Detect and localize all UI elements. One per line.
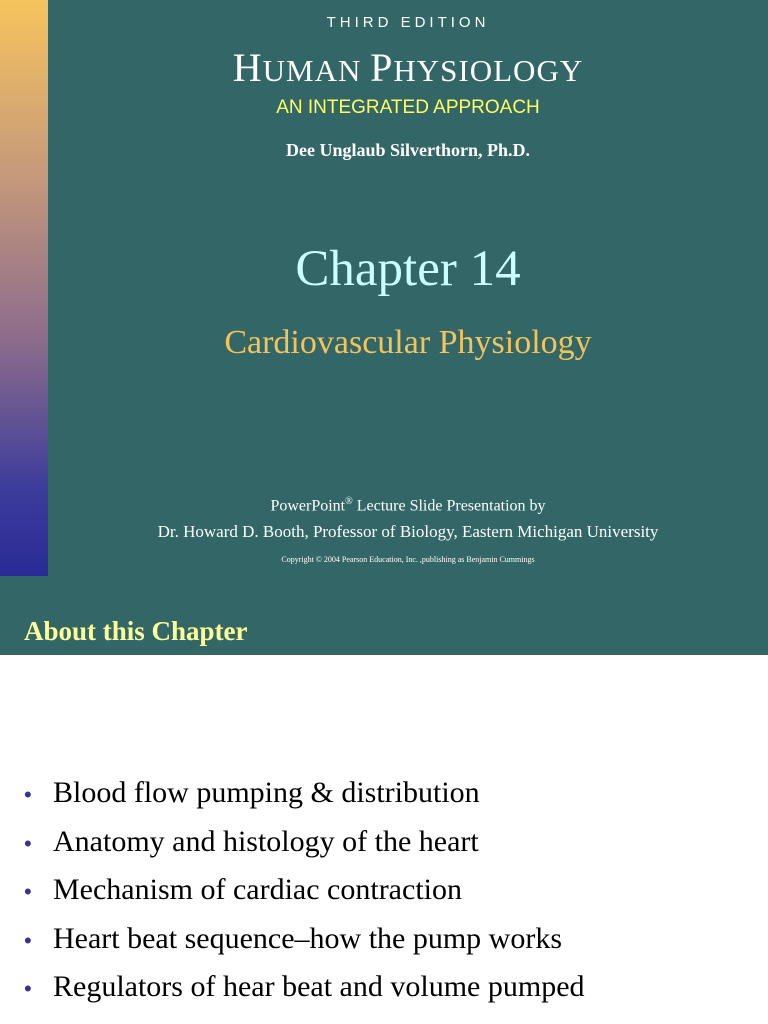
book-title-initial-p: P <box>370 45 394 90</box>
chapter-number: Chapter 14 <box>295 241 521 297</box>
list-item-text: Anatomy and histology of the heart <box>53 824 479 858</box>
book-title-word-2: HYSIOLOGY <box>393 53 584 88</box>
about-chapter-slide <box>0 576 768 1024</box>
bullet-icon: • <box>24 830 32 856</box>
book-title-word-1: UMAN <box>262 53 371 88</box>
copyright-notice: Copyright © 2004 Pearson Education, Inc. ,publishing as Benjamin Cummings <box>281 555 535 564</box>
chapter-title: Cardiovascular Physiology <box>224 324 592 361</box>
book-subtitle: AN INTEGRATED APPROACH <box>276 97 540 118</box>
slide-header-band <box>0 576 768 655</box>
gradient-side-bar <box>0 0 48 576</box>
slide-title: About this Chapter <box>24 616 248 646</box>
registered-mark: ® <box>345 496 353 507</box>
bullet-icon: • <box>24 927 32 953</box>
bullet-icon: • <box>24 782 32 807</box>
list-item-text: Blood flow pumping & distribution <box>53 776 480 809</box>
author-name: Dee Unglaub Silverthorn, Ph.D. <box>285 140 530 160</box>
presenter-name: Dr. Howard D. Booth, Professor of Biology, Eastern Michigan University <box>157 522 659 541</box>
bullet-icon: • <box>24 976 32 1001</box>
list-item-text: Heart beat sequence–how the pump works <box>53 921 563 955</box>
list-item-text: Mechanism of cardiac contraction <box>53 873 462 906</box>
list-item-text: Regulators of hear beat and volume pumped <box>53 970 585 1003</box>
presentation-credit <box>48 496 768 515</box>
book-title-initial-h: H <box>232 45 263 90</box>
bullet-icon: • <box>24 879 32 904</box>
presentation-by-label: Lecture Slide Presentation by <box>352 497 546 515</box>
book-title <box>48 44 768 91</box>
powerpoint-label: PowerPoint <box>270 497 346 515</box>
edition-label: THIRD EDITION <box>326 14 490 31</box>
